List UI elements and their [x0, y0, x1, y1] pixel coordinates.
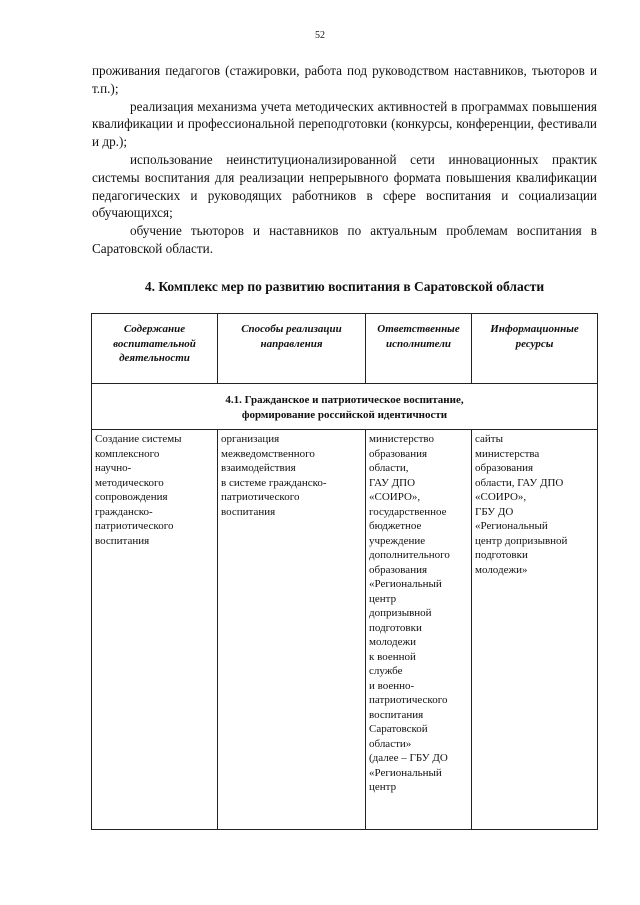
section-heading: 4. Комплекс мер по развитию воспитания в Саратовской области [144, 279, 545, 294]
paragraph: реализация механизма учета методических активностей в программах повышения квалификации и профессиональной переподготовки (конкурсы, конференции, фестивали и др.); [92, 98, 597, 150]
column-header: Информационные ресурсы [472, 314, 598, 384]
table-cell: министерство образования области, ГАУ ДПО «СОИРО», государственное бюджетное учреждение дополнительного образования «Региональный центр допризывной подготовки молодежи к военной службе и военно- патриотического воспитания Саратовской области» (далее – ГБУ ДО «Региональный центр [366, 430, 472, 830]
column-header: Содержание воспитательной деятельности [92, 314, 218, 384]
table-cell: организация межведомственного взаимодействия в системе гражданско- патриотического воспитания [218, 430, 366, 830]
table-subheading-row [92, 384, 598, 430]
paragraph: использование неинституционализированной сети инновационных практик системы воспитания для реализации непрерывного формата повышения квалификации педагогических и руководящих работников в сфере воспитания и социализации обучающихся; [92, 151, 597, 221]
table-row [92, 430, 598, 830]
table-header-row [92, 314, 598, 384]
table-cell: сайты министерства образования области, ГАУ ДПО «СОИРО», ГБУ ДО «Региональный центр допризывной подготовки молодежи» [472, 430, 598, 830]
paragraph: обучение тьюторов и наставников по актуальным проблемам воспитания в Саратовской области. [92, 223, 597, 256]
table-cell: Создание системы комплексного научно- методического сопровождения гражданско- патриотического воспитания [92, 430, 218, 830]
column-header: Способы реализации направления [218, 314, 366, 384]
table-subheading: 4.1. Гражданское и патриотическое воспитание, формирование российской идентичности [92, 384, 598, 430]
page-number: 52 [315, 30, 325, 41]
body-text [92, 62, 597, 258]
column-header: Ответственные исполнители [366, 314, 472, 384]
paragraph: проживания педагогов (стажировки, работа под руководством наставников, тьюторов и т.п.); [92, 63, 597, 96]
measures-table [91, 313, 598, 830]
